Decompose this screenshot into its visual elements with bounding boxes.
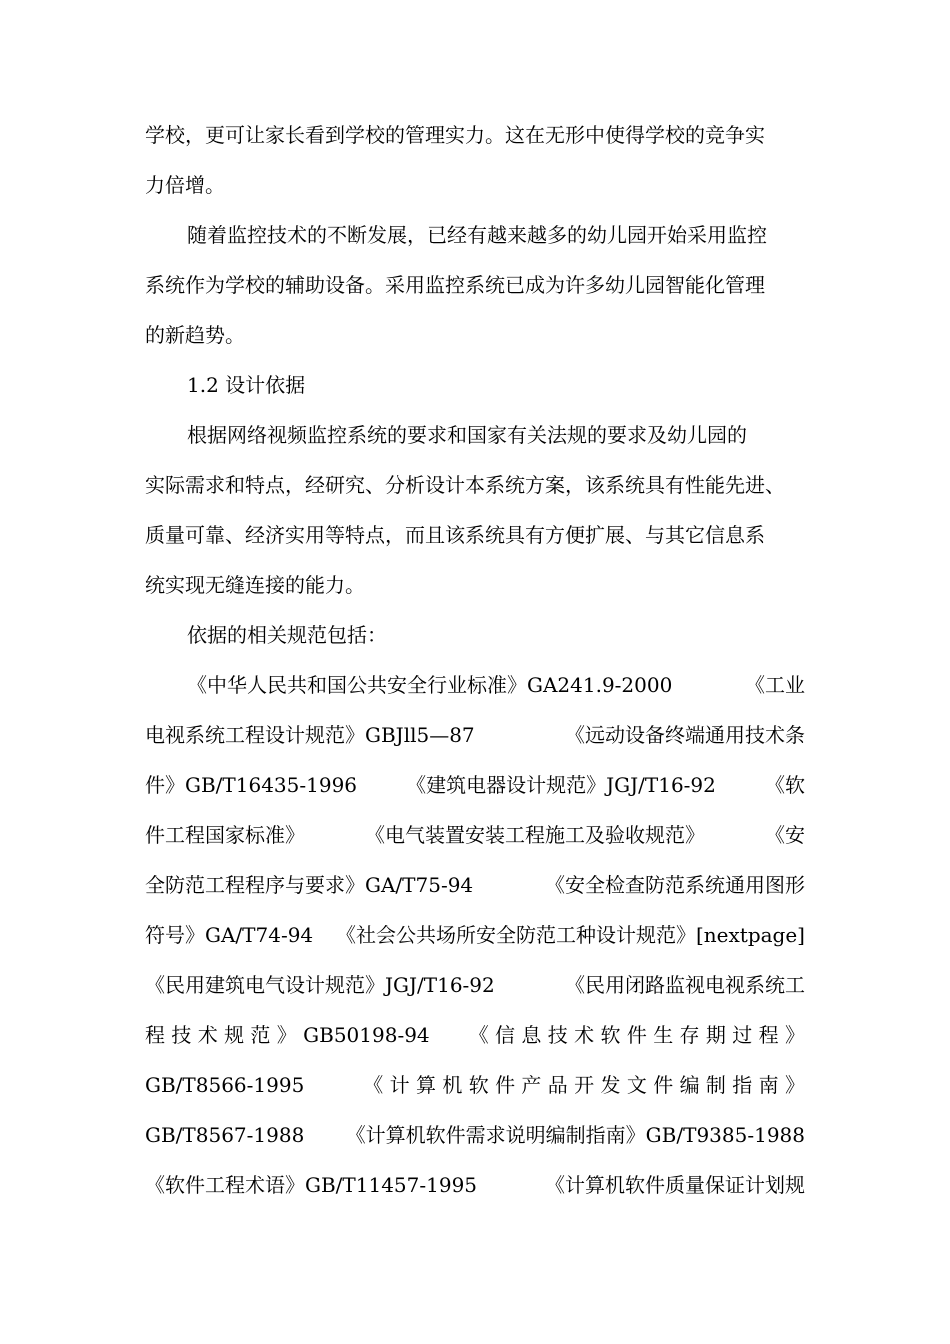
paragraph-line: 力倍增。 — [145, 173, 225, 197]
paragraph-line: 的新趋势。 — [145, 323, 245, 347]
standard-ref: 电视系统工程设计规范》GBJll5—87 — [145, 723, 475, 747]
standard-ref: 《软件工程术语》GB/T11457-1995 — [145, 1173, 478, 1197]
standard-ref: 《计算机软件需求说明编制指南》GB/T9385-1988 — [345, 1123, 805, 1147]
standard-ref: GB/T8566-1995 — [145, 1073, 305, 1097]
standards-line — [145, 821, 805, 849]
standards-line — [145, 971, 805, 999]
standard-ref: 《 计 算 机 软 件 产 品 开 发 文 件 编 制 指 南 》 — [363, 1073, 805, 1097]
standards-line — [145, 771, 805, 799]
standards-line — [145, 871, 805, 899]
standard-ref: 《 信 息 技 术 软 件 生 存 期 过 程 》 — [468, 1023, 805, 1047]
standards-line — [145, 1021, 805, 1049]
standard-ref: 《计算机软件质量保证计划规 — [545, 1173, 805, 1197]
standard-ref: 《社会公共场所安全防范工种设计规范》[nextpage] — [335, 923, 805, 947]
standard-ref: 程 技 术 规 范 》 GB50198-94 — [145, 1023, 430, 1047]
standard-ref: 《远动设备终端通用技术条 — [565, 723, 805, 747]
standard-ref: 《电气装置安装工程施工及验收规范》 — [365, 823, 705, 847]
standard-ref: 件工程国家标准》 — [145, 823, 305, 847]
standard-ref: 《中华人民共和国公共安全行业标准》GA241.9-2000 — [187, 673, 673, 697]
standards-line — [145, 921, 805, 949]
paragraph-line: 系统作为学校的辅助设备。采用监控系统已成为许多幼儿园智能化管理 — [145, 273, 765, 297]
standards-line — [187, 671, 805, 699]
section-heading: 1.2 设计依据 — [187, 373, 306, 397]
standard-ref: 《安 — [765, 823, 805, 847]
standard-ref: 《民用闭路监视电视系统工 — [565, 973, 805, 997]
standard-ref: GB/T8567-1988 — [145, 1123, 305, 1147]
standard-ref: 《安全检查防范系统通用图形 — [545, 873, 805, 897]
standard-ref: 件》GB/T16435-1996 — [145, 773, 358, 797]
standards-line — [145, 721, 805, 749]
standards-line — [145, 1121, 805, 1149]
standard-ref: 符号》GA/T74-94 — [145, 923, 314, 947]
standard-ref: 《民用建筑电气设计规范》JGJ/T16-92 — [145, 973, 495, 997]
paragraph-line: 质量可靠、经济实用等特点，而且该系统具有方便扩展、与其它信息系 — [145, 523, 765, 547]
paragraph-line: 随着监控技术的不断发展，已经有越来越多的幼儿园开始采用监控 — [187, 223, 767, 247]
standards-line — [145, 1171, 805, 1199]
paragraph-line: 依据的相关规范包括： — [187, 623, 387, 647]
standard-ref: 《软 — [765, 773, 805, 797]
paragraph-line: 根据网络视频监控系统的要求和国家有关法规的要求及幼儿园的 — [187, 423, 747, 447]
standard-ref: 《建筑电器设计规范》JGJ/T16-92 — [406, 773, 716, 797]
standard-ref: 全防范工程程序与要求》GA/T75-94 — [145, 873, 474, 897]
paragraph-line: 学校，更可让家长看到学校的管理实力。这在无形中使得学校的竞争实 — [145, 123, 765, 147]
paragraph-line: 统实现无缝连接的能力。 — [145, 573, 365, 597]
standards-line — [145, 1071, 805, 1099]
paragraph-line: 实际需求和特点，经研究、分析设计本系统方案，该系统具有性能先进、 — [145, 473, 785, 497]
standard-ref: 《工业 — [745, 673, 805, 697]
